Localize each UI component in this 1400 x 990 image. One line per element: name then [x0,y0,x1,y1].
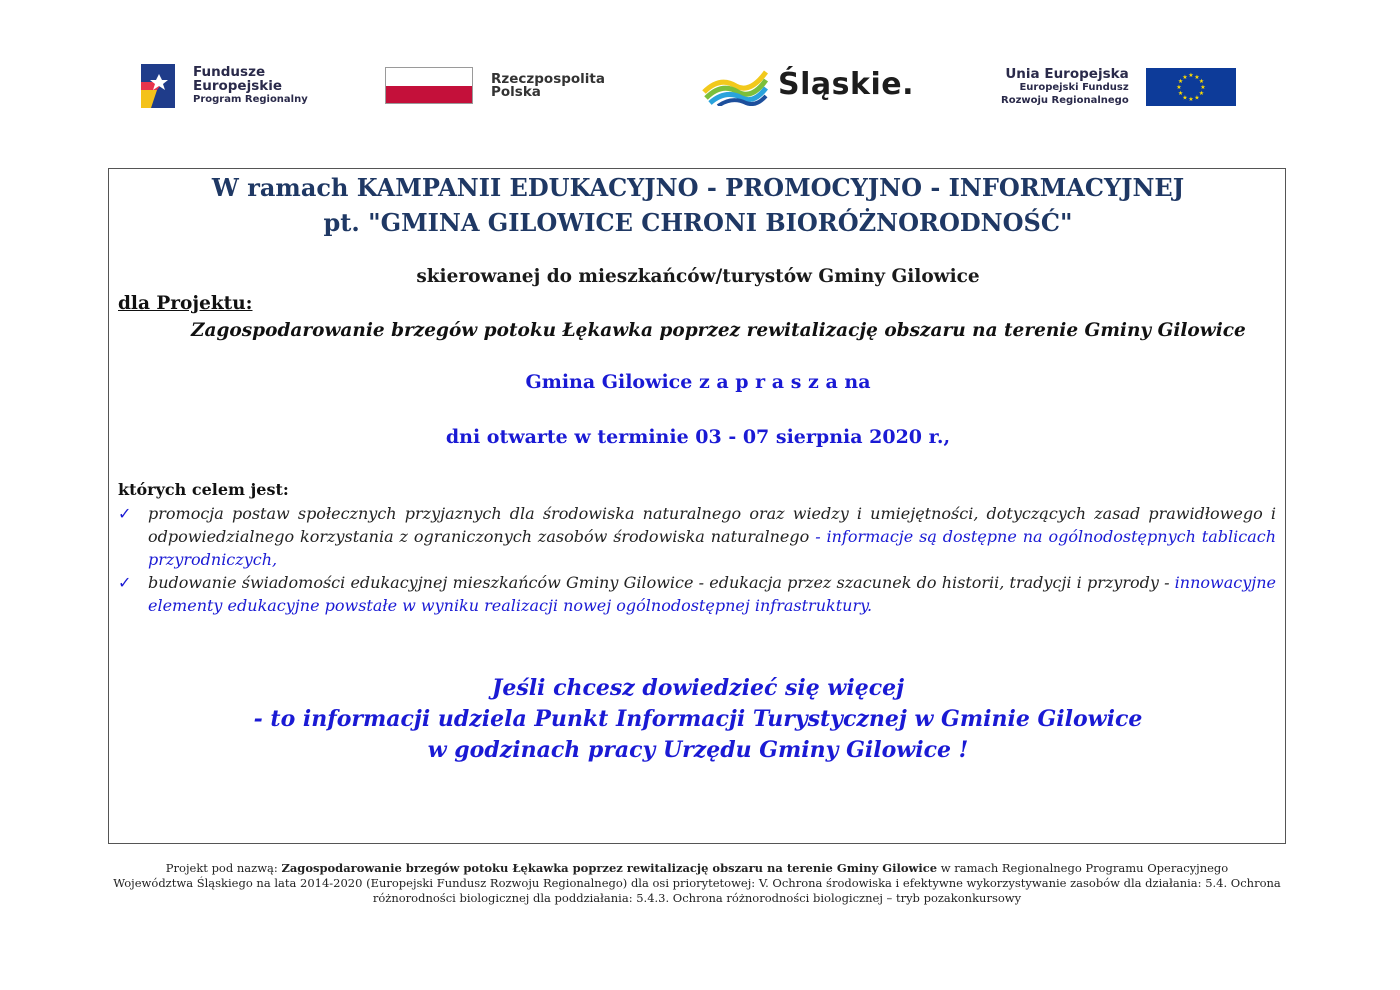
project-label: dla Projektu: [118,293,253,314]
ue-line2: Europejski Fundusz [1019,82,1129,93]
check-icon: ✓ [118,573,132,592]
headline-line1: W ramach KAMPANII EDUKACYJNO - PROMOCYJNO - INFORMACYJNEJ [211,173,1185,202]
rp-line2: Polska [491,83,541,100]
eu-star-icon: ★ [1198,90,1204,98]
list-item [118,502,1276,571]
eu-star-icon: ★ [1182,73,1188,81]
fe-line1: Fundusze [193,64,266,80]
eu-star-icon: ★ [1177,78,1184,86]
goal-item-text [148,502,1276,571]
eu-star-icon: ★ [1194,94,1200,102]
goals-label: których celem jest: [118,480,289,499]
eu-star-icon: ★ [1177,90,1184,98]
unia-europejska-logo [1001,67,1236,107]
subtitle: skierowanej do mieszkańców/turystów Gminy Gilowice [416,266,980,287]
fe-line2: Europejskie [193,78,283,94]
unia-europejska-text [1001,67,1129,107]
footer-project-name: Zagospodarowanie brzegów potoku Łękawka poprzez rewitalizację obszaru na terenie Gminy Gilowice [281,861,938,875]
project-title: Zagospodarowanie brzegów potoku Łękawka poprzez rewitalizację obszaru na terenie Gminy Gilowice [191,320,1246,341]
fundusze-europejskie-logo [137,60,308,112]
slaskie-waves-icon [702,62,768,106]
fundusze-europejskie-text [193,65,308,107]
eu-star-icon: ★ [1198,78,1204,86]
footer-line2: Województwa Śląskiego na lata 2014-2020 (Europejski Fundusz Rozwoju Regionalnego) dla osi priorytetowej: V. Ochrona środowiska i efektywne wykorzystywanie zasobów dla działania: 5.4. Ochrona [113,876,1281,890]
eu-star-icon: ★ [1194,73,1200,81]
logo-bar [0,0,1400,140]
goal-item-highlight: innowacyjne elementy edukacyjne powstałe w wyniku realizacji nowej ogólnodostępnej infrastruktury. [148,573,1276,615]
ue-line3: Rozwoju Regionalnego [1001,94,1129,106]
dates-text: dni otwarte w terminie 03 - 07 sierpnia 2020 r., [445,426,951,448]
closing-line2: - to informacji udziela Punkt Informacji Turystycznej w Gminie Gilowice [253,706,1143,732]
goal-item-highlight: - informacje są dostępne na ogólnodostępnych tablicach przyrodniczych, [148,527,1276,569]
rzeczpospolita-polska-logo [385,67,605,104]
list-item [118,571,1276,617]
eu-star-icon: ★ [1188,96,1194,104]
closing-line1: Jeśli chcesz dowiedzieć się więcej [491,675,905,701]
ue-line1: Unia Europejska [1005,66,1129,82]
closing-line3: w godzinach pracy Urzędu Gminy Gilowice ! [427,737,969,763]
headline-line2: pt. "GMINA GILOWICE CHRONI BIORÓŻNORODNOŚĆ" [323,208,1073,237]
goal-item-text [148,571,1276,617]
eu-star-icon: ★ [1200,84,1206,92]
footer-rest: w ramach Regionalnego Programu Operacyjnego [937,861,1229,875]
fundusze-europejskie-logo-icon [137,60,179,112]
invite-text: Gmina Gilowice z a p r a s z a na [525,371,871,393]
goal-item-main: budowanie świadomości edukacyjnej mieszkańców Gminy Gilowice - edukacja przez szacunek do historii, tradycji i przyrody - [148,573,1175,592]
check-icon: ✓ [118,504,132,523]
slaskie-logo [702,62,914,106]
goal-item-main: promocja postaw społecznych przyjaznych dla środowiska naturalnego oraz wiedzy i umiejętności, dotyczących zasad prawidłowego i odpowiedzialnego korzystania z ograniczonych zasobów środowiska naturalnego [148,504,1276,546]
fe-line3: Program Regionalny [193,94,308,105]
footer [108,861,1286,906]
goals-list [118,502,1276,617]
poland-flag-icon [385,67,473,104]
eu-flag-icon [1146,68,1236,106]
eu-star-icon: ★ [1182,94,1188,102]
rp-line1: Rzeczpospolita [491,70,605,87]
rzeczpospolita-polska-text [491,70,605,100]
footer-prefix: Projekt pod nazwą: [165,861,282,875]
slaskie-text: Śląskie. [778,66,914,102]
eu-star-icon: ★ [1188,72,1194,80]
announcement-box [108,168,1286,844]
footer-line1 [108,861,1286,876]
eu-star-icon: ★ [1176,84,1182,92]
footer-line3: różnorodności biologicznej dla poddziałania: 5.4.3. Ochrona różnorodności biologicznej – tryb pozakonkursowy [372,891,1022,905]
